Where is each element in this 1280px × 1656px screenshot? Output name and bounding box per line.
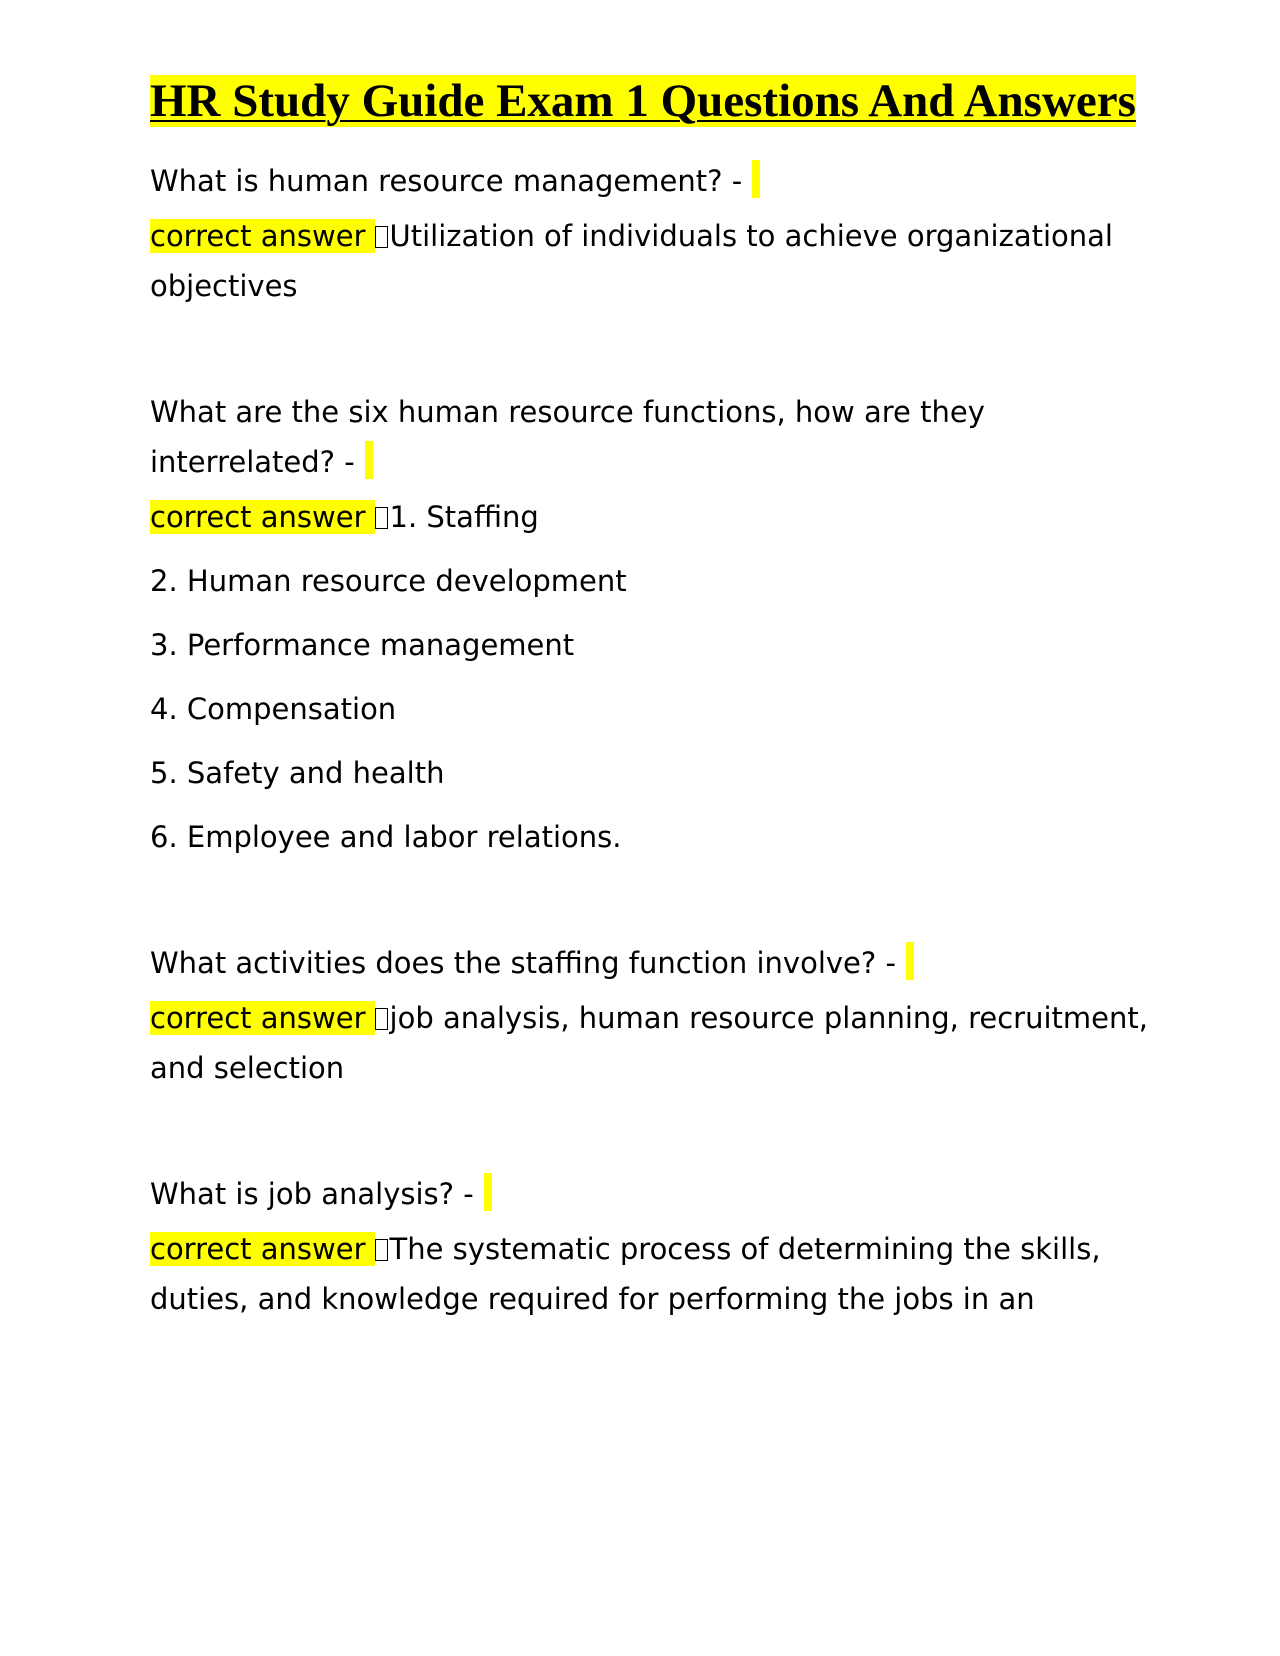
question-text: What activities does the staffing function involve? -: [150, 946, 896, 980]
missing-glyph-box-icon: [375, 1008, 388, 1030]
qa-item-4: [150, 1169, 1150, 1324]
highlight-marker: [752, 160, 760, 198]
list-item: 3. Performance management: [150, 628, 575, 662]
list-item: 4. Compensation: [150, 692, 397, 726]
answer-label: correct answer: [150, 1001, 375, 1035]
answer-2: [150, 492, 1150, 542]
question-3: [150, 938, 1150, 988]
answer-1: [150, 211, 1150, 311]
list-item: 6. Employee and labor relations.: [150, 820, 622, 854]
answer-label: correct answer: [150, 219, 375, 253]
answer-label: correct answer: [150, 1232, 375, 1266]
qa-item-3: [150, 938, 1150, 1093]
answer-text: 1. Staffing: [389, 500, 539, 534]
answer-text: job analysis, human resource planning, recruitment, and selection: [150, 1001, 1148, 1085]
answer-text: Utilization of individuals to achieve organizational objectives: [150, 219, 1113, 303]
list-item: 2. Human resource development: [150, 564, 627, 598]
missing-glyph-box-icon: [375, 1239, 388, 1261]
question-2: [150, 387, 1150, 487]
list-item: 5. Safety and health: [150, 756, 445, 790]
answer-label: correct answer: [150, 500, 375, 534]
answer-4: [150, 1224, 1150, 1324]
missing-glyph-box-icon: [375, 226, 388, 248]
question-text: What are the six human resource functions, how are they interrelated? -: [150, 395, 985, 479]
highlight-marker: [484, 1173, 492, 1211]
missing-glyph-box-icon: [375, 507, 388, 529]
title-text: HR Study Guide Exam 1 Questions And Answers: [150, 75, 1136, 127]
highlight-marker: [906, 942, 914, 980]
document-page: [150, 72, 1150, 1400]
question-text: What is job analysis? -: [150, 1177, 474, 1211]
document-title: [150, 72, 1150, 130]
answer-3: [150, 993, 1150, 1093]
question-4: [150, 1169, 1150, 1219]
question-text: What is human resource management? -: [150, 164, 743, 198]
qa-list: [150, 156, 1150, 1324]
highlight-marker: [365, 441, 373, 479]
qa-item-1: [150, 156, 1150, 311]
qa-item-2: [150, 387, 1150, 862]
answer-text: The systematic process of determining the skills, duties, and knowledge required for performing the jobs in an: [150, 1232, 1101, 1316]
question-1: [150, 156, 1150, 206]
